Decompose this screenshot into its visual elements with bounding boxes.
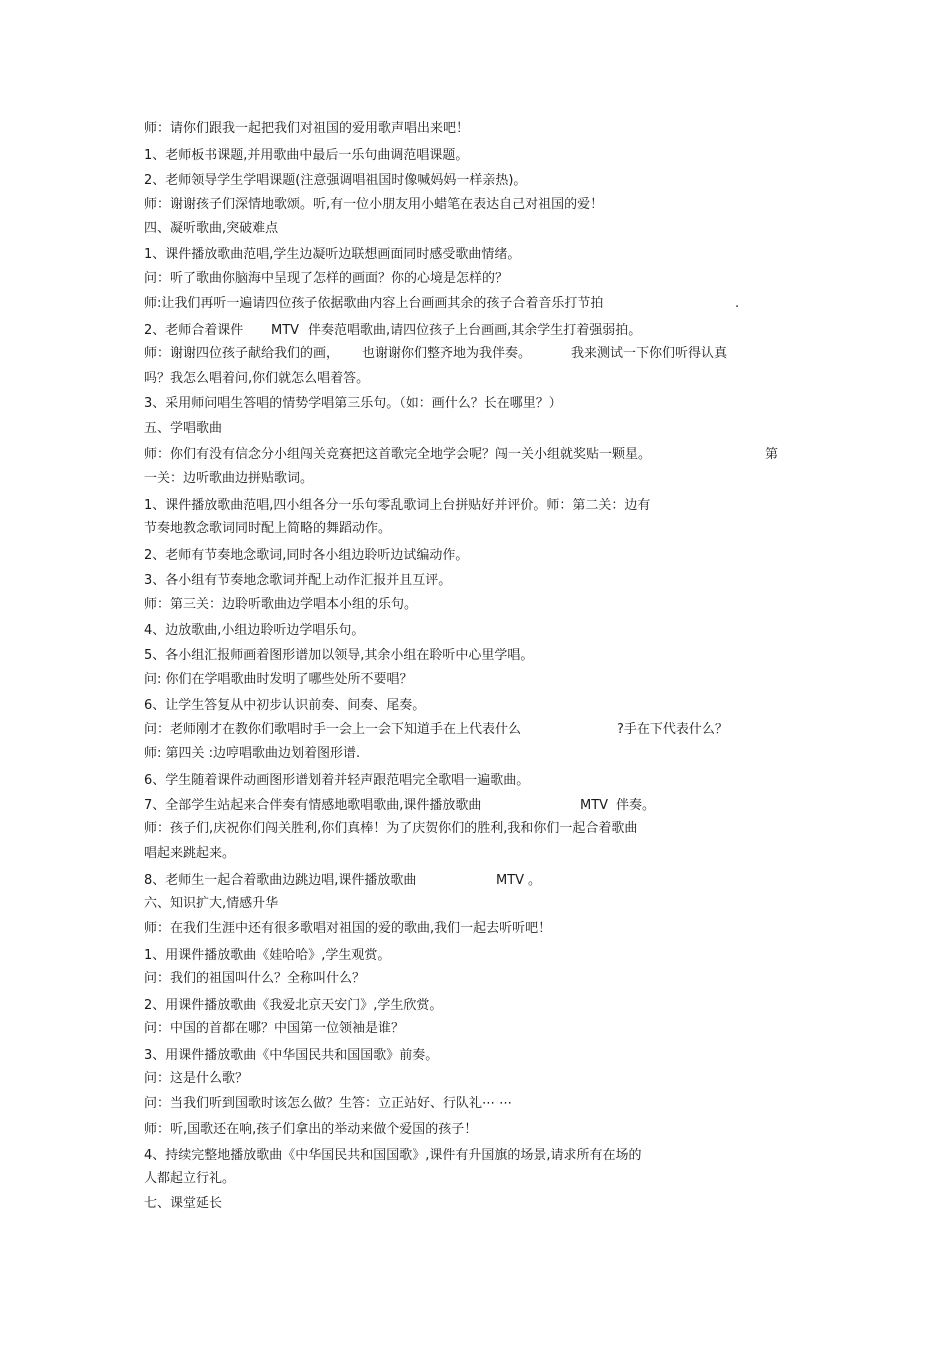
mtv-term: MTV bbox=[580, 798, 609, 813]
section-heading: 六、知识扩大,情感升华 bbox=[144, 896, 279, 911]
text-line: 师：孩子们,庆祝你们闯关胜利,你们真棒！为了庆贺你们的胜利,我和你们一起合着歌曲 bbox=[144, 821, 638, 836]
text-line: 2、老师有节奏地念歌词,同时各小组边聆听边试编动作。 bbox=[144, 548, 469, 563]
text-line: 也谢谢你们整齐地为我伴奏。 bbox=[362, 346, 532, 361]
text-line: 问：我们的祖国叫什么？全称叫什么？ bbox=[144, 971, 366, 986]
text-line: 节奏地教念歌词同时配上简略的舞蹈动作。 bbox=[144, 521, 392, 536]
text-line: 师:让我们再听一遍请四位孩子依据歌曲内容上台画画其余的孩子合着音乐打节拍 bbox=[144, 296, 604, 311]
section-heading: 五、学唱歌曲 bbox=[144, 421, 223, 436]
text-line: 师：听,国歌还在响,孩子们拿出的举动来做个爱国的孩子！ bbox=[144, 1122, 478, 1137]
text-line: 3、用课件播放歌曲《中华国民共和国国歌》前奏。 bbox=[144, 1048, 439, 1063]
text-line: ?手在下代表什么？ bbox=[617, 722, 728, 737]
text-line: 问：这是什么歌？ bbox=[144, 1071, 249, 1086]
text-line: 人都起立行礼。 bbox=[144, 1171, 236, 1186]
text-line: 1、课件播放歌曲范唱,四小组各分一乐句零乱歌词上台拼贴好并评价。师：第二关：边有 bbox=[144, 498, 651, 513]
text-line: 师：请你们跟我一起把我们对祖国的爱用歌声唱出来吧！ bbox=[144, 121, 470, 136]
text-line: 6、让学生答复从中初步认识前奏、间奏、尾奏。 bbox=[144, 698, 426, 713]
text-line: 问: 你们在学唱歌曲时发明了哪些处所不要唱？ bbox=[144, 672, 413, 687]
text-line: 2、老师领导学生学唱课题(注意强调唱祖国时像喊妈妈一样亲热)。 bbox=[144, 173, 527, 188]
mtv-term: MTV bbox=[496, 873, 525, 888]
text-line: 3、采用师问唱生答唱的情势学唱第三乐句。（如：画什么？长在哪里？） bbox=[144, 396, 562, 411]
text-line: 4、持续完整地播放歌曲《中华国民共和国国歌》,课件有升国旗的场景,请求所有在场的 bbox=[144, 1148, 642, 1163]
text-line: 师：在我们生涯中还有很多歌唱对祖国的爱的歌曲,我们一起去听听吧！ bbox=[144, 921, 552, 936]
text-line: 我来测试一下你们听得认真 bbox=[571, 346, 728, 361]
text-line: 1、用课件播放歌曲《娃哈哈》,学生观赏。 bbox=[144, 948, 391, 963]
section-heading: 四、凝听歌曲,突破难点 bbox=[144, 221, 279, 236]
text-line: 3、各小组有节奏地念歌词并配上动作汇报并且互评。 bbox=[144, 573, 452, 588]
text-line: 唱起来跳起来。 bbox=[144, 846, 236, 861]
text-line: 问：当我们听到国歌时该怎么做？生答：立正站好、行队礼⋯ ⋯ bbox=[144, 1096, 513, 1111]
text-line: 师：你们有没有信念分小组闯关竞赛把这首歌完全地学会呢？闯一关小组就奖贴一颗星。 bbox=[144, 447, 652, 462]
text-line: 2、老师合着课件 bbox=[144, 323, 244, 338]
text-line: 伴奏范唱歌曲,请四位孩子上台画画,其余学生打着强弱拍。 bbox=[308, 323, 642, 338]
text-line: 。 bbox=[528, 873, 542, 888]
text-line: 师：谢谢孩子们深情地歌颂。听,有一位小朋友用小蜡笔在表达自己对祖国的爱！ bbox=[144, 197, 604, 212]
section-heading: 七、课堂延长 bbox=[144, 1196, 223, 1211]
text-line: 问：听了歌曲你脑海中呈现了怎样的画面？你的心境是怎样的？ bbox=[144, 271, 509, 286]
text-line: 5、各小组汇报师画着图形谱加以领导,其余小组在聆听中心里学唱。 bbox=[144, 648, 534, 663]
text-line: 2、用课件播放歌曲《我爱北京天安门》,学生欣赏。 bbox=[144, 998, 443, 1013]
text-line: 1、课件播放歌曲范唱,学生边凝听边联想画面同时感受歌曲情绪。 bbox=[144, 247, 521, 262]
text-line: 6、学生随着课件动画图形谱划着并轻声跟范唱完全歌唱一遍歌曲。 bbox=[144, 773, 530, 788]
text-line: 1、老师板书课题,并用歌曲中最后一乐句曲调范唱课题。 bbox=[144, 148, 469, 163]
text-line: 问：老师刚才在教你们歌唱时手一会上一会下知道手在上代表什么 bbox=[144, 722, 522, 737]
mtv-term: MTV bbox=[271, 323, 300, 338]
text-line: 问：中国的首都在哪？中国第一位领袖是谁？ bbox=[144, 1021, 405, 1036]
text-line: 师：谢谢四位孩子献给我们的画， bbox=[144, 346, 340, 361]
text-line: 吗？我怎么唱着问,你们就怎么唱着答。 bbox=[144, 371, 370, 386]
text-line: 第 bbox=[765, 447, 779, 462]
text-line: 8、老师生一起合着歌曲边跳边唱,课件播放歌曲 bbox=[144, 873, 417, 888]
text-line: 师：第三关：边聆听歌曲边学唱本小组的乐句。 bbox=[144, 597, 418, 612]
text-line: 4、边放歌曲,小组边聆听边学唱乐句。 bbox=[144, 623, 365, 638]
text-line: 师: 第四关 :边哼唱歌曲边划着图形谱. bbox=[144, 746, 361, 761]
text-line: 7、全部学生站起来合伴奏有情感地歌唱歌曲,课件播放歌曲 bbox=[144, 798, 482, 813]
trailing-period: . bbox=[735, 296, 740, 311]
text-line: 一关：边听歌曲边拼贴歌词。 bbox=[144, 471, 314, 486]
text-line: 伴奏。 bbox=[616, 798, 656, 813]
